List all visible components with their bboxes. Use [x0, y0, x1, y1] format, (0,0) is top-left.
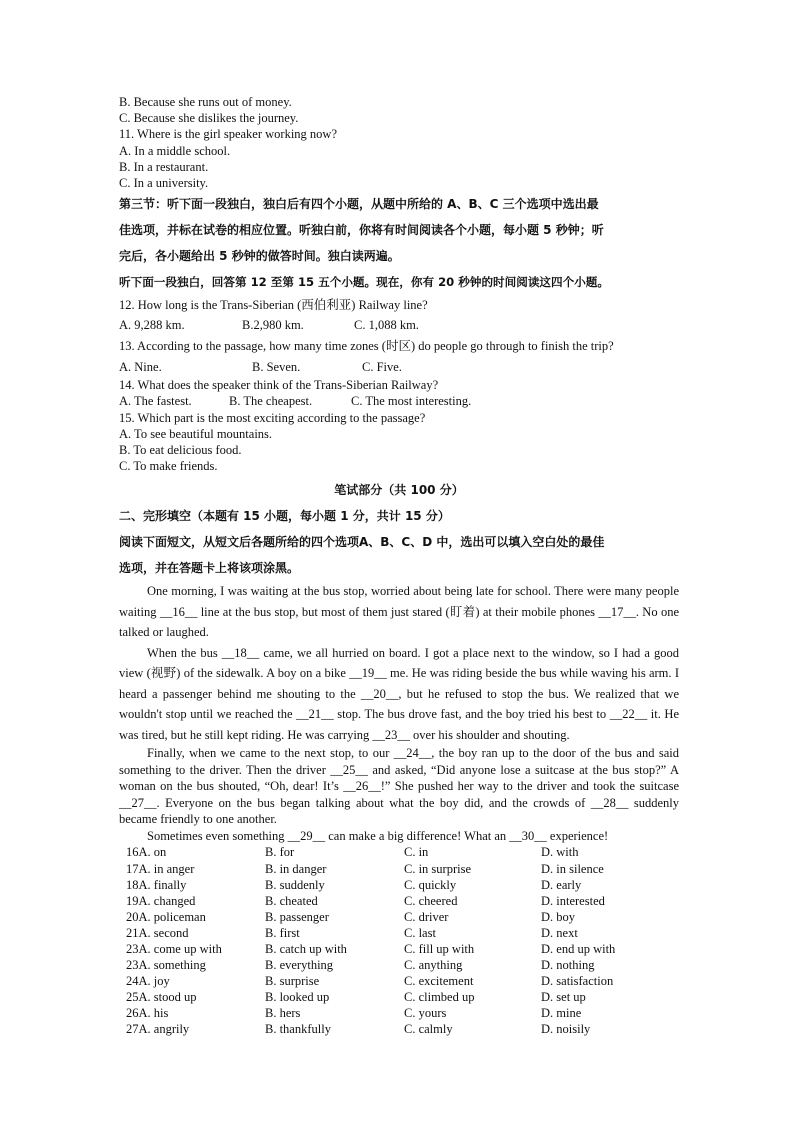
choice-option: D. interested	[541, 893, 605, 908]
choice-option: D. end up with	[541, 942, 616, 956]
choice-option: B. passenger	[265, 909, 329, 924]
q14-options	[119, 393, 679, 409]
choice-option: B. hers	[265, 1006, 301, 1021]
q14-option-a: A. The fastest.	[119, 394, 192, 409]
q14-question: 14. What does the speaker think of the Trans-Siberian Railway?	[119, 378, 439, 393]
choice-option: 19A. changed	[126, 893, 196, 908]
cloze-instruction-line1: 阅读下面短文，从短文后各题所给的四个选项A、B、C、D 中，选出可以填入空白处的最佳	[119, 535, 605, 550]
choice-option: D. mine	[541, 1006, 582, 1021]
choice-option: B. in danger	[265, 861, 327, 876]
choice-option: 20A. policeman	[126, 909, 206, 924]
q12-option-a: A. 9,288 km.	[119, 318, 185, 333]
q12-option-b: B.2,980 km.	[242, 318, 304, 333]
choice-option: 17A. in anger	[126, 861, 195, 876]
q13-question: 13. According to the passage, how many time zones (时区) do people go through to finish the trip?	[119, 339, 614, 354]
choice-row	[126, 941, 615, 957]
choice-option: B. catch up with	[265, 942, 347, 956]
choice-option: C. last	[404, 925, 436, 940]
choice-option: D. early	[541, 877, 582, 892]
choice-option: 23A. come up with	[126, 942, 222, 956]
choice-option: C. in surprise	[404, 861, 472, 876]
choice-option: D. next	[541, 925, 578, 940]
choice-option: C. driver	[404, 909, 449, 924]
choice-option: 18A. finally	[126, 877, 187, 892]
section3-instruction-line3: 完后，各小题给出 5 秒钟的做答时间。独白读两遍。	[119, 249, 400, 264]
q11-option-b: B. In a restaurant.	[119, 159, 209, 174]
q15-question: 15. Which part is the most exciting according to the passage?	[119, 410, 426, 425]
choice-option: D. noisily	[541, 1022, 591, 1037]
q13-option-c: C. Five.	[362, 360, 402, 375]
choice-option: 21A. second	[126, 925, 189, 940]
choice-row	[126, 1005, 615, 1021]
choice-option: 24A. joy	[126, 974, 170, 989]
exam-page	[119, 94, 679, 1038]
choice-option: D. nothing	[541, 958, 595, 973]
q11-question: 11. Where is the girl speaker working now?	[119, 127, 337, 142]
q14-option-b: B. The cheapest.	[229, 394, 313, 409]
choice-option: B. for	[265, 845, 295, 860]
choice-row	[126, 925, 615, 941]
choice-option: B. cheated	[265, 893, 318, 908]
choice-option: C. anything	[404, 958, 463, 973]
choice-option: C. in	[404, 845, 429, 860]
cloze-paragraph-3: Finally, when we came to the next stop, to our __24__, the boy ran up to the door of the bus and said something to the driver. Then the driver __25__ and asked, “Did anyone lose a suitcase at the bus stop?” A woman on the bus shouted, “Oh, dear! It’s __26__!” She pushed her way to the driver and took the suitcase __27__. Everyone on the bus began talking about what the boy did, and the crowds of __28__ suddenly became friendly to one another.	[119, 746, 679, 827]
choice-option: 26A. his	[126, 1006, 169, 1021]
q12-option-c: C. 1,088 km.	[354, 318, 419, 333]
q13-options	[119, 357, 679, 377]
choice-option: C. quickly	[404, 877, 457, 892]
cloze-paragraph-2: When the bus __18__ came, we all hurried on board. I got a place next to the window, so I had a good view (视野) of the sidewalk. A boy on a bike __19__ me. He was riding beside the bus while waving his arm. I heard a passenger behind me shouting to the __20__, but he refused to stop the bus. We realized that we wouldn't stop until we reached the __21__ stop. The bus drove fast, and the boy tried his best to __22__ it. He was tired, but he still kept riding. He was carrying __23__ over his shoulder and shouting.	[119, 645, 679, 742]
q10-option-b: B. Because she runs out of money.	[119, 95, 292, 109]
choice-option: D. with	[541, 845, 579, 860]
section3-instruction-line4: 听下面一段独白，回答第 12 至第 15 五个小题。现在，你有 20 秒钟的时间阅读这四个小题。	[119, 275, 609, 290]
choice-option: B. everything	[265, 958, 334, 973]
choice-row	[126, 844, 615, 860]
q15-option-b: B. To eat delicious food.	[119, 443, 242, 458]
choice-option: C. fill up with	[404, 942, 475, 956]
choice-option: D. set up	[541, 990, 586, 1005]
choice-option: 25A. stood up	[126, 990, 197, 1005]
q13-option-a: A. Nine.	[119, 360, 162, 375]
cloze-paragraph-4: Sometimes even something __29__ can make a big difference! What an __30__ experience!	[147, 828, 609, 843]
choice-option: D. boy	[541, 909, 576, 924]
q14-option-c: C. The most interesting.	[351, 394, 472, 409]
written-part-title: 笔试部分（共 100 分）	[334, 483, 464, 498]
q11-option-a: A. In a middle school.	[119, 143, 231, 158]
choice-row	[126, 877, 615, 893]
choice-row	[126, 989, 615, 1005]
choice-option: C. yours	[404, 1006, 447, 1021]
choice-option: B. suddenly	[265, 877, 325, 892]
choice-row	[126, 957, 615, 973]
q11-option-c: C. In a university.	[119, 176, 209, 191]
q15-option-c: C. To make friends.	[119, 459, 218, 474]
q15-option-a: A. To see beautiful mountains.	[119, 426, 273, 441]
cloze-paragraph-1: One morning, I was waiting at the bus stop, worried about being late for school. There were many people waiting __16__ line at the bus stop, but most of them just stared (盯着) at their mobile phones __17__. No one talked or laughed.	[119, 584, 679, 640]
choice-option: B. surprise	[265, 974, 320, 989]
choice-row	[126, 861, 615, 877]
choice-row	[126, 1021, 615, 1037]
q13-option-b: B. Seven.	[252, 360, 301, 375]
choice-option: 23A. something	[126, 958, 206, 973]
choice-row	[126, 909, 615, 925]
q12-question: 12. How long is the Trans-Siberian (西伯利亚) Railway line?	[119, 298, 428, 313]
choice-option: B. looked up	[265, 990, 330, 1005]
choice-row	[126, 893, 615, 909]
choice-row	[126, 973, 615, 989]
cloze-heading: 二、完形填空（本题有 15 小题，每小题 1 分，共计 15 分）	[119, 509, 450, 524]
section3-instruction-line1: 第三节：听下面一段独白，独白后有四个小题，从题中所给的 A、B、C 三个选项中选出最	[119, 197, 599, 212]
choice-option: C. excitement	[404, 974, 474, 989]
choice-option: C. calmly	[404, 1022, 453, 1037]
choice-option: 16A. on	[126, 845, 167, 860]
choice-option: B. first	[265, 925, 300, 940]
cloze-instruction-line2: 选项，并在答题卡上将该项涂黑。	[119, 561, 300, 576]
q10-option-c: C. Because she dislikes the journey.	[119, 111, 299, 126]
choice-option: C. cheered	[404, 893, 458, 908]
choice-option: D. in silence	[541, 861, 604, 876]
q12-options	[119, 315, 679, 335]
choice-option: C. climbed up	[404, 990, 475, 1005]
choice-option: B. thankfully	[265, 1022, 331, 1037]
choice-option: 27A. angrily	[126, 1022, 190, 1037]
answer-choices-table	[126, 844, 615, 1037]
choice-option: D. satisfaction	[541, 974, 614, 989]
section3-instruction-line2: 佳选项，并标在试卷的相应位置。听独白前，你将有时间阅读各个小题，每小题 5 秒钟；听	[119, 223, 604, 238]
